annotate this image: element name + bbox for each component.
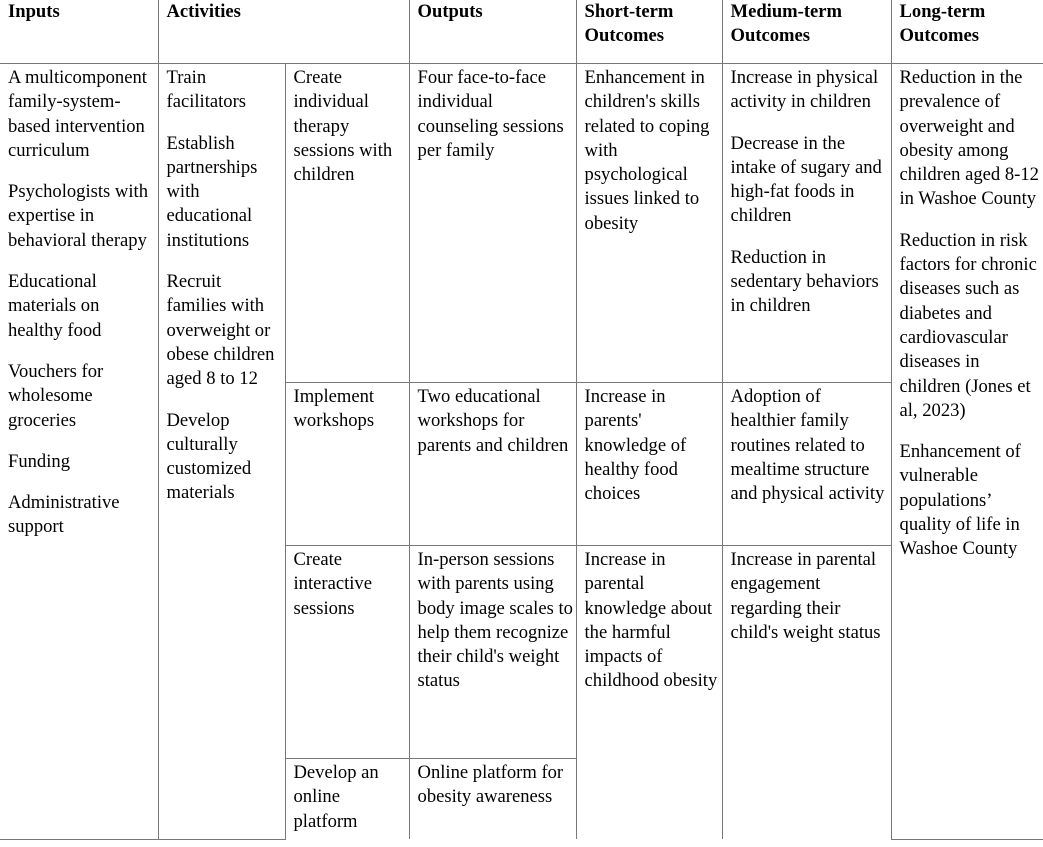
input-item: Vouchers for wholesome groceries	[8, 360, 104, 431]
activity-cell: Create interactive sessions	[285, 546, 409, 759]
activity-cell: Create individual therapy sessions with children	[285, 64, 409, 383]
medium-term-cell	[722, 64, 891, 383]
medium-term-cell: Adoption of healthier family routines related to mealtime structure and physical activity	[722, 383, 891, 546]
input-item: Educational materials on healthy food	[8, 271, 102, 341]
input-item: Administrative support	[8, 492, 120, 538]
activity-item: Recruit families with overweight or obese children aged 8 to 12	[166, 271, 275, 390]
header-short-term: Short-term Outcomes	[576, 0, 722, 64]
medium-term-cell: Increase in parental engagement regarding their child's weight status	[722, 546, 891, 840]
output-cell: In-person sessions with parents using body image scales to help them recognize their child's weight status	[409, 546, 576, 759]
input-item: Psychologists with expertise in behavioral therapy	[8, 181, 148, 251]
long-term-item: Reduction in risk factors for chronic diseases such as diabetes and cardiovascular diseases in children (Jones et al, 2023)	[899, 229, 1037, 421]
header-row	[0, 0, 1043, 64]
medium-term-item: Reduction in sedentary behaviors in children	[730, 246, 879, 317]
header-activities: Activities	[158, 0, 409, 64]
short-term-cell: Enhancement in children's skills related to coping with psychological issues linked to obesity	[576, 64, 722, 383]
output-cell: Four face-to-face individual counseling sessions per family	[409, 64, 576, 383]
medium-term-item: Increase in physical activity in children	[730, 67, 879, 113]
output-cell: Online platform for obesity awareness	[409, 759, 576, 840]
medium-term-item: Decrease in the intake of sugary and high-fat foods in children	[730, 132, 882, 227]
activity-item: Develop culturally customized materials	[166, 409, 252, 504]
long-term-item: Reduction in the prevalence of overweight and obesity among children aged 8-12 in Washoe County	[899, 67, 1039, 210]
output-cell: Two educational workshops for parents and children	[409, 383, 576, 546]
header-long-term: Long-term Outcomes	[891, 0, 1043, 64]
table-row	[0, 64, 1043, 383]
long-term-cell	[891, 64, 1043, 840]
activity-cell: Develop an online platform	[285, 759, 409, 840]
inputs-cell	[0, 64, 158, 840]
long-term-item: Enhancement of vulnerable populations’ quality of life in Washoe County	[899, 441, 1021, 560]
header-medium-term: Medium-term Outcomes	[722, 0, 891, 64]
general-activities-cell	[158, 64, 285, 840]
activity-cell: Implement workshops	[285, 383, 409, 546]
header-inputs: Inputs	[0, 0, 158, 64]
input-item: A multicomponent family-system-based intervention curriculum	[8, 67, 147, 161]
short-term-cell: Increase in parental knowledge about the harmful impacts of childhood obesity	[576, 546, 722, 840]
short-term-cell: Increase in parents' knowledge of healthy food choices	[576, 383, 722, 546]
input-item: Funding	[8, 450, 70, 472]
activity-item: Train facilitators	[166, 67, 247, 113]
activity-item: Establish partnerships with educational institutions	[166, 132, 258, 251]
header-outputs: Outputs	[409, 0, 576, 64]
